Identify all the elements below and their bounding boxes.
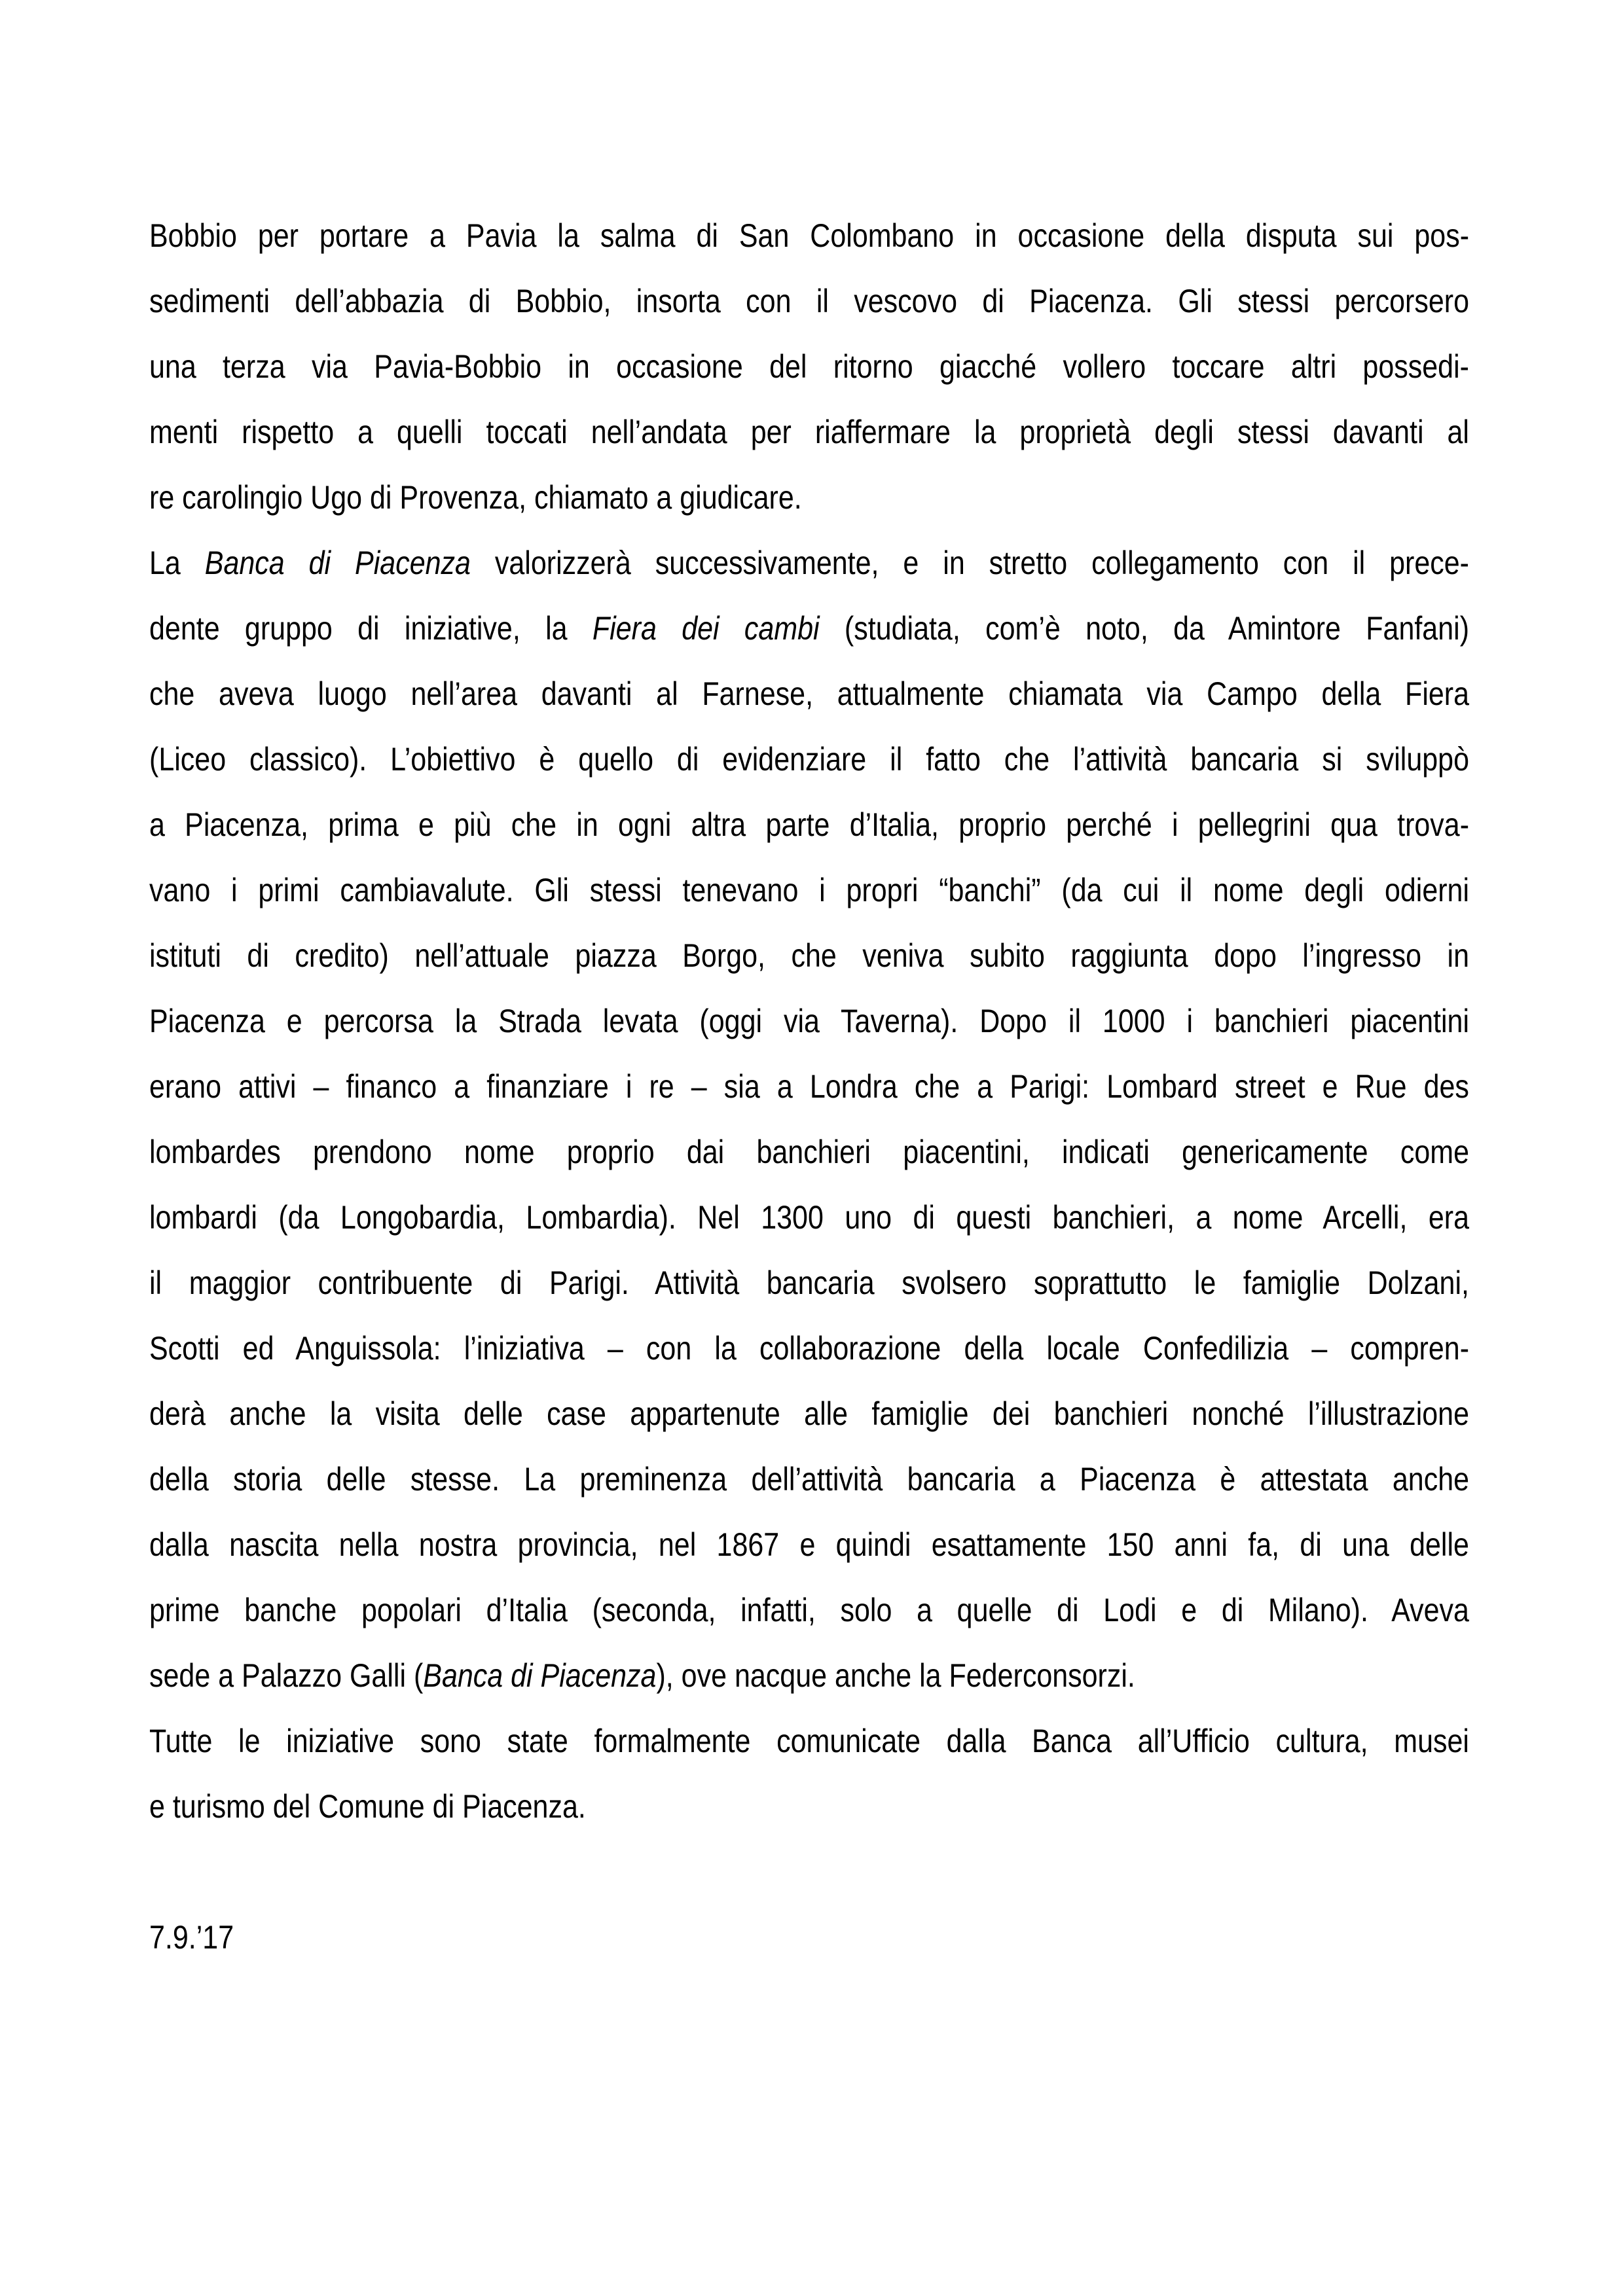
text-line — [149, 334, 1469, 399]
text-line — [149, 1577, 1469, 1643]
text-run: il maggior contribuente di Parigi. Attività bancaria svolsero soprattutto le famiglie Dolzani, — [149, 1265, 1469, 1301]
text-run: che aveva luogo nell’area davanti al Farnese, attualmente chiamata via Campo della Fiera — [149, 675, 1470, 712]
text-run: erano attivi – financo a finanziare i re – sia a Londra che a Parigi: Lombard street e Rue des — [149, 1068, 1469, 1105]
text-run: della storia delle stesse. La preminenza dell’attività bancaria a Piacenza è attestata anche — [149, 1461, 1470, 1498]
text-line — [149, 465, 1285, 530]
text-line — [149, 726, 1470, 792]
text-line — [149, 1250, 1469, 1316]
text-run: menti rispetto a quelli toccati nell’andata per riaffermare la proprietà degli stessi davanti al — [149, 414, 1469, 450]
text-run: lombardi (da Longobardia, Lombardia). Nel 1300 uno di questi banchieri, a nome Arcelli, era — [149, 1199, 1470, 1236]
text-line — [149, 1774, 1285, 1839]
paragraph — [149, 203, 1469, 530]
text-run: sede a Palazzo Galli ( — [149, 1657, 424, 1694]
text-run: (Liceo classico). L’obiettivo è quello di evidenziare il fatto che l’attività bancaria si sviluppò — [149, 741, 1470, 778]
text-line — [149, 1054, 1469, 1119]
text-run: derà anche la visita delle case appartenute alle famiglie dei banchieri nonché l’illustrazione — [149, 1395, 1470, 1432]
date-line — [149, 1905, 1285, 1970]
text-run: Tutte le iniziative sono state formalmente comunicate dalla Banca all’Ufficio cultura, musei — [149, 1723, 1469, 1759]
text-run: a Piacenza, prima e più che in ogni altra parte d’Italia, proprio perché i pellegrini qua trova- — [149, 806, 1470, 843]
text-line — [149, 1512, 1469, 1577]
text-run: Bobbio per portare a Pavia la salma di San Colombano in occasione della disputa sui pos- — [149, 217, 1470, 254]
text-line — [149, 1381, 1470, 1446]
text-run: Scotti ed Anguissola: l’iniziativa – con la collaborazione della locale Confedilizia – compren- — [149, 1330, 1470, 1367]
text-line — [149, 1119, 1469, 1185]
text-line — [149, 1446, 1470, 1512]
italic-text-run: Banca di Piacenza — [423, 1657, 657, 1694]
italic-text-run: Banca di Piacenza — [204, 545, 471, 581]
text-run: (studiata, com’è noto, da Amintore Fanfani) — [819, 610, 1470, 647]
text-line — [149, 1708, 1469, 1774]
text-run: lombardes prendono nome proprio dai banchieri piacentini, indicati genericamente come — [149, 1134, 1469, 1170]
document-content — [149, 203, 1469, 1970]
paragraph — [149, 1708, 1469, 1839]
text-line — [149, 530, 1470, 596]
text-line — [149, 268, 1469, 334]
text-line — [149, 988, 1470, 1054]
text-line — [149, 399, 1469, 465]
text-run: dente gruppo di iniziative, la — [149, 610, 593, 647]
text-run: La — [149, 545, 205, 581]
text-run: vano i primi cambiavalute. Gli stessi tenevano i propri “banchi” (da cui il nome degli odierni — [149, 872, 1470, 908]
text-line — [149, 923, 1470, 988]
text-run: sedimenti dell’abbazia di Bobbio, insorta con il vescovo di Piacenza. Gli stessi percorsero — [149, 283, 1469, 319]
paragraph — [149, 1905, 1469, 1970]
text-run: istituti di credito) nell’attuale piazza Borgo, che veniva subito raggiunta dopo l’ingresso in — [149, 937, 1470, 974]
text-line — [149, 661, 1470, 726]
text-line — [149, 1185, 1470, 1250]
text-line — [149, 1316, 1470, 1381]
text-line — [149, 857, 1470, 923]
text-run: dalla nascita nella nostra provincia, nel 1867 e quindi esattamente 150 anni fa, di una delle — [149, 1526, 1469, 1563]
paragraph — [149, 530, 1469, 1708]
text-run: prime banche popolari d’Italia (seconda, infatti, solo a quelle di Lodi e di Milano). Aveva — [149, 1592, 1469, 1628]
text-run: Piacenza e percorsa la Strada levata (oggi via Taverna). Dopo il 1000 i banchieri piacentini — [149, 1003, 1470, 1039]
text-run: e turismo del Comune di Piacenza. — [149, 1788, 586, 1825]
text-line — [149, 203, 1470, 268]
text-run: 7.9.’17 — [149, 1919, 234, 1956]
text-run: ), ove nacque anche la Federconsorzi. — [656, 1657, 1135, 1694]
text-run: una terza via Pavia-Bobbio in occasione del ritorno giacché vollero toccare altri possedi- — [149, 348, 1469, 385]
text-line — [149, 596, 1470, 661]
text-line — [149, 1643, 1285, 1708]
text-line — [149, 792, 1470, 857]
italic-text-run: Fiera dei cambi — [592, 610, 820, 647]
text-run: re carolingio Ugo di Provenza, chiamato a giudicare. — [149, 479, 802, 516]
text-run: valorizzerà successivamente, e in stretto collegamento con il prece- — [470, 545, 1470, 581]
